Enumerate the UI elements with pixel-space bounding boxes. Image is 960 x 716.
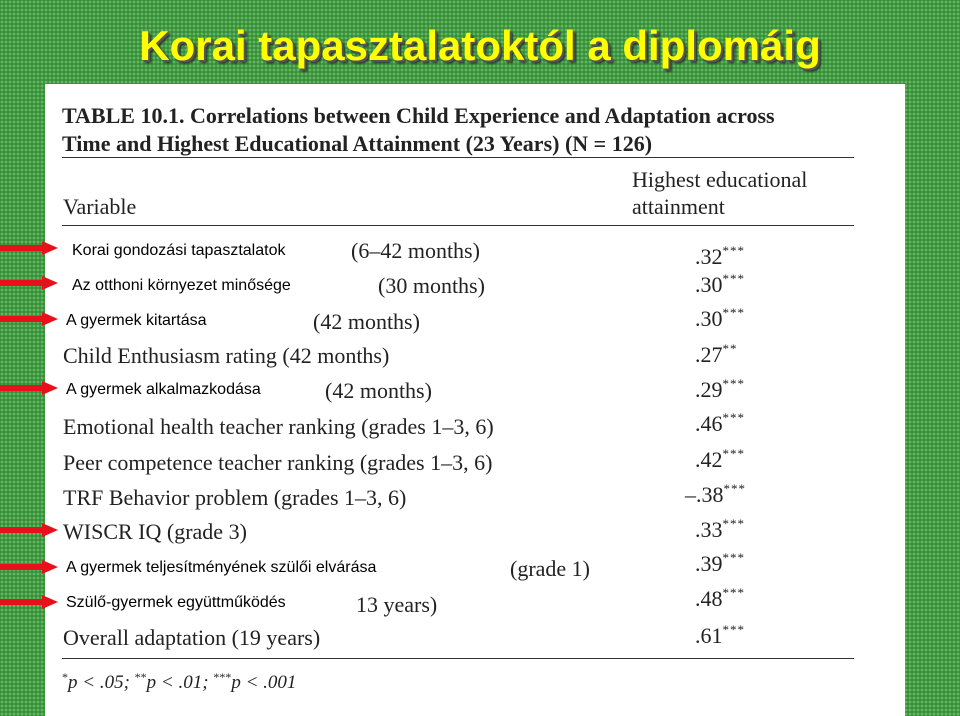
row-period: (grade 1) (510, 556, 591, 581)
row-period: 13 years) (356, 592, 438, 617)
row-value: –.38*** (685, 481, 746, 507)
row-value: .32*** (695, 243, 745, 269)
row-value: .42*** (695, 446, 745, 472)
row-label: Overall adaptation (19 years) (63, 625, 321, 650)
table-caption (62, 102, 882, 158)
arrow-right-icon (0, 523, 58, 537)
arrow-right-icon (0, 595, 58, 609)
row-value: .27** (695, 341, 738, 367)
row-label: Emotional health teacher ranking (grades 1–3, 6) (63, 414, 494, 439)
row-value: .33*** (695, 516, 745, 542)
row-value: .46*** (695, 410, 745, 436)
row-value: .48*** (695, 585, 745, 611)
row-period: (30 months) (378, 273, 485, 298)
row-label: Peer competence teacher ranking (grades 1–3, 6) (63, 450, 493, 475)
table-bottom-rule (62, 658, 854, 659)
row-period: (42 months) (313, 309, 420, 334)
row-period: (6–42 months) (351, 238, 480, 263)
arrow-right-icon (0, 241, 58, 255)
row-label-hu: A gyermek alkalmazkodása (66, 381, 261, 398)
caption-line-2: Time and Highest Educational Attainment (23 Years) (N = 126) (62, 131, 653, 156)
row-label: TRF Behavior problem (grades 1–3, 6) (63, 485, 407, 510)
row-label-hu: A gyermek kitartása (66, 312, 207, 329)
arrow-right-icon (0, 312, 58, 326)
row-value: .30*** (695, 305, 745, 331)
row-value: .39*** (695, 550, 745, 576)
row-label-hu: Szülő-gyermek együttműködés (66, 594, 286, 611)
caption-line-1: TABLE 10.1. Correlations between Child Experience and Adaptation across (62, 103, 775, 128)
arrow-right-icon (0, 276, 58, 290)
table-top-rule (62, 157, 854, 158)
row-value: .30*** (695, 271, 745, 297)
row-period: (42 months) (325, 378, 432, 403)
column-header-outcome: Highest educational attainment (632, 167, 808, 219)
row-value: .29*** (695, 376, 745, 402)
row-label: Child Enthusiasm rating (42 months) (63, 343, 390, 368)
arrow-right-icon (0, 381, 58, 395)
row-value: .61*** (695, 622, 745, 648)
table-header-rule (62, 225, 854, 226)
slide-title: Korai tapasztalatoktól a diplomáig (139, 22, 821, 69)
arrow-right-icon (0, 560, 58, 574)
significance-footnote: *p < .05; **p < .01; ***p < .001 (62, 670, 297, 693)
table-panel (45, 84, 905, 716)
row-label-hu: Korai gondozási tapasztalatok (72, 242, 286, 259)
row-label: WISCR IQ (grade 3) (63, 519, 247, 544)
row-label-hu: A gyermek teljesítményének szülői elvárása (66, 559, 377, 576)
column-header-variable: Variable (63, 194, 137, 219)
row-label-hu: Az otthoni környezet minősége (72, 277, 291, 294)
